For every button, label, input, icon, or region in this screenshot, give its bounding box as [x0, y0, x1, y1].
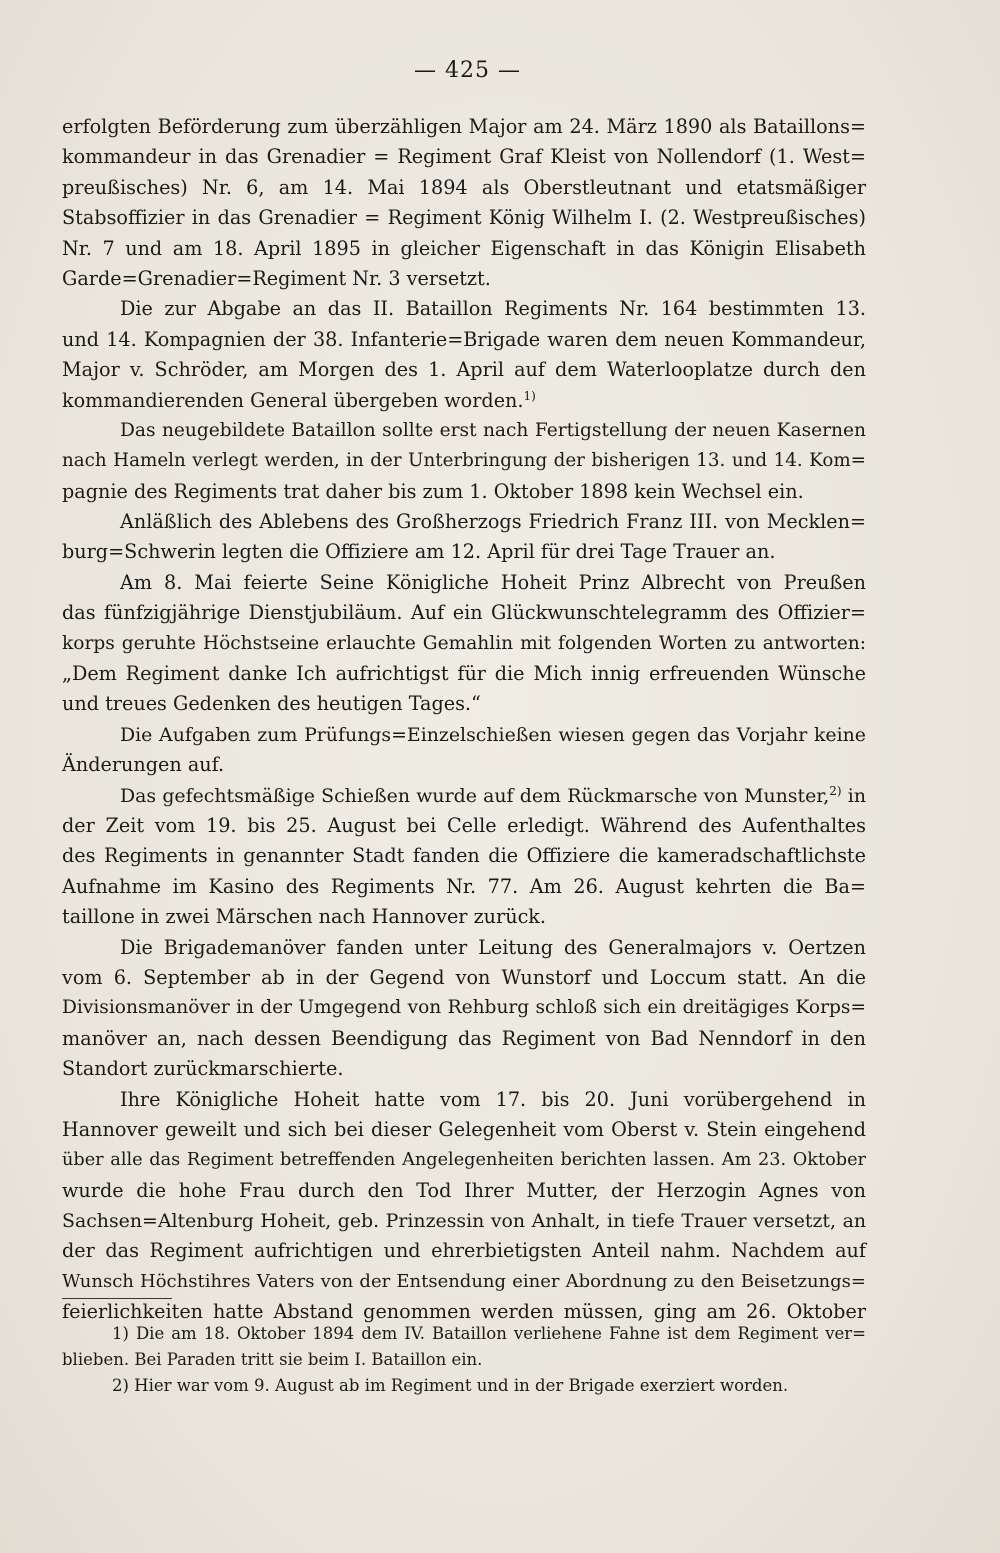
text-line-content: feierlichkeiten hatte Abstand genommen werden müssen, ging am 26. Oktober: [62, 1300, 866, 1324]
text-line: [62, 1236, 866, 1266]
text-line: [62, 537, 866, 567]
text-line-content: Sachsen=Altenburg Hoheit, geb. Prinzessin von Anhalt, in tiefe Trauer versetzt, an: [62, 1210, 866, 1233]
text-line-content: über alle das Regiment betreffenden Angelegenheiten berichten lassen. Am 23. Oktober: [62, 1150, 866, 1171]
text-line: [62, 446, 866, 476]
text-line-content: pagnie des Regiments trat daher bis zum 1. Oktober 1898 kein Wechsel ein.: [62, 479, 804, 503]
footnote-separator: [62, 1298, 172, 1299]
text-line-content: Divisionsmanöver in der Umgegend von Rehburg schloß sich ein dreitägiges Korps=: [62, 997, 866, 1019]
text-line-content: Das neugebildete Bataillon sollte erst nach Fertigstellung der neuen Kasernen: [120, 419, 866, 441]
text-line-tail: in: [841, 784, 866, 807]
footnote-line: 1) Die am 18. Oktober 1894 dem IV. Bataillon verliehene Fahne ist dem Regiment ver=: [112, 1324, 866, 1343]
footnote-line: 2) Hier war vom 9. August ab im Regiment und in der Brigade exerziert worden.: [112, 1376, 789, 1395]
text-line: [62, 203, 866, 233]
text-line-content: Major v. Schröder, am Morgen des 1. April auf dem Waterlooplatze durch den: [62, 358, 866, 382]
text-line: [62, 598, 866, 628]
text-line-content: Die Aufgaben zum Prüfungs=Einzelschießen wiesen gegen das Vorjahr keine: [120, 723, 866, 746]
text-line: [62, 811, 866, 841]
text-line-content: Die zur Abgabe an das II. Bataillon Regiments Nr. 164 bestimmten 13.: [120, 297, 866, 321]
text-line-content: Nr. 7 und am 18. April 1895 in gleicher Eigenschaft in das Königin Elisabeth: [62, 236, 866, 260]
text-line-content: Das gefechtsmäßige Schießen wurde auf dem Rückmarsche von Munster,: [120, 784, 830, 807]
text-line: [62, 173, 866, 203]
text-line: [62, 1206, 866, 1236]
text-line: [62, 294, 866, 324]
text-line: [62, 1085, 866, 1115]
text-line-content: erfolgten Beförderung zum überzähligen Major am 24. März 1890 als Bataillons=: [62, 115, 866, 138]
text-line: [62, 1145, 866, 1175]
text-line: [62, 629, 866, 659]
text-line-content: Die Brigademanöver fanden unter Leitung des Generalmajors v. Oertzen: [120, 935, 866, 959]
text-line-content: Am 8. Mai feierte Seine Königliche Hoheit Prinz Albrecht von Preußen: [120, 570, 866, 594]
text-line-content: wurde die hohe Frau durch den Tod Ihrer Mutter, der Herzogin Agnes von: [62, 1178, 866, 1202]
text-line-content: Stabsoffizier in das Grenadier = Regiment König Wilhelm I. (2. Westpreußisches): [62, 206, 866, 230]
text-line-content: das fünfzigjährige Dienstjubiläum. Auf ein Glückwunschtelegramm des Offizier=: [62, 601, 866, 625]
text-line-content: vom 6. September ab in der Gegend von Wunstorf und Loccum statt. An die: [62, 965, 866, 989]
text-line: [62, 1267, 866, 1297]
footnote-reference: 1): [523, 388, 536, 403]
text-line: [62, 720, 866, 750]
text-line-content: Aufnahme im Kasino des Regiments Nr. 77. Am 26. August kehrten die Ba=: [62, 874, 866, 898]
text-line-content: Garde=Grenadier=Regiment Nr. 3 versetzt.: [62, 266, 491, 290]
text-line: [62, 325, 866, 355]
text-line-content: nach Hameln verlegt werden, in der Unterbringung der bisherigen 13. und 14. Kom=: [62, 450, 866, 472]
text-line: [62, 1054, 866, 1084]
text-line-content: Standort zurückmarschierte.: [62, 1057, 344, 1081]
text-line: [62, 872, 866, 902]
text-line-content: kommandierenden General übergeben worden.: [62, 388, 524, 412]
text-line: [62, 234, 866, 264]
text-line: [62, 841, 866, 871]
text-line-content: kommandeur in das Grenadier = Regiment Graf Kleist von Nollendorf (1. West=: [62, 145, 866, 169]
text-line: [62, 1024, 866, 1054]
text-line: [62, 933, 866, 963]
text-line-content: taillone in zwei Märschen nach Hannover zurück.: [62, 905, 547, 929]
footnote-line: blieben. Bei Paraden tritt sie beim I. Bataillon ein.: [62, 1350, 483, 1369]
text-line: [62, 416, 866, 446]
text-line: [62, 689, 866, 719]
page-number: — 425 —: [414, 58, 521, 83]
footnote-reference: 2): [829, 783, 842, 798]
text-line-content: der Zeit vom 19. bis 25. August bei Celle erledigt. Während des Aufenthaltes: [62, 813, 866, 837]
text-line-content: und 14. Kompagnien der 38. Infanterie=Brigade waren dem neuen Kommandeur,: [62, 327, 866, 351]
text-line-content: Ihre Königliche Hoheit hatte vom 17. bis 20. Juni vorübergehend in: [120, 1087, 866, 1111]
text-line: [62, 264, 866, 294]
text-line-content: Wunsch Höchstihres Vaters von der Entsendung einer Abordnung zu den Beisetzungs=: [62, 1270, 866, 1292]
footnotes: [62, 1321, 866, 1399]
text-line-content: Anläßlich des Ablebens des Großherzogs Friedrich Franz III. von Mecklen=: [120, 510, 866, 534]
text-line: [62, 477, 866, 507]
text-line-content: Hannover geweilt und sich bei dieser Gelegenheit vom Oberst v. Stein eingehend: [62, 1117, 866, 1141]
text-line: [62, 568, 866, 598]
text-line: [62, 1176, 866, 1206]
text-line: [62, 1115, 866, 1145]
text-line: [62, 781, 866, 811]
text-line: [62, 355, 866, 385]
text-line: [62, 112, 866, 142]
text-line-content: „Dem Regiment danke Ich aufrichtigst für die Mich innig erfreuenden Wünsche: [62, 662, 866, 686]
text-line-content: burg=Schwerin legten die Offiziere am 12. April für drei Tage Trauer an.: [62, 540, 776, 564]
text-line-content: preußisches) Nr. 6, am 14. Mai 1894 als Oberstleutnant und etatsmäßiger: [62, 175, 866, 199]
text-line: [62, 659, 866, 689]
text-line: [62, 386, 866, 416]
text-line: [62, 750, 866, 780]
text-line-content: des Regiments in genannter Stadt fanden die Offiziere die kameradschaftlichste: [62, 844, 866, 868]
text-line-content: Änderungen auf.: [62, 753, 225, 777]
body-text: [62, 112, 866, 1328]
text-line: [62, 902, 866, 932]
text-line: [62, 142, 866, 172]
text-line: [62, 507, 866, 537]
text-line-content: der das Regiment aufrichtigen und ehrerbietigsten Anteil nahm. Nachdem auf: [62, 1239, 866, 1263]
text-line-content: und treues Gedenken des heutigen Tages.“: [62, 692, 481, 716]
text-line: [62, 993, 866, 1023]
text-line-content: manöver an, nach dessen Beendigung das Regiment von Bad Nenndorf in den: [62, 1026, 866, 1050]
text-line-content: korps geruhte Höchstseine erlauchte Gemahlin mit folgenden Worten zu antworten:: [62, 632, 866, 654]
text-line: [62, 963, 866, 993]
